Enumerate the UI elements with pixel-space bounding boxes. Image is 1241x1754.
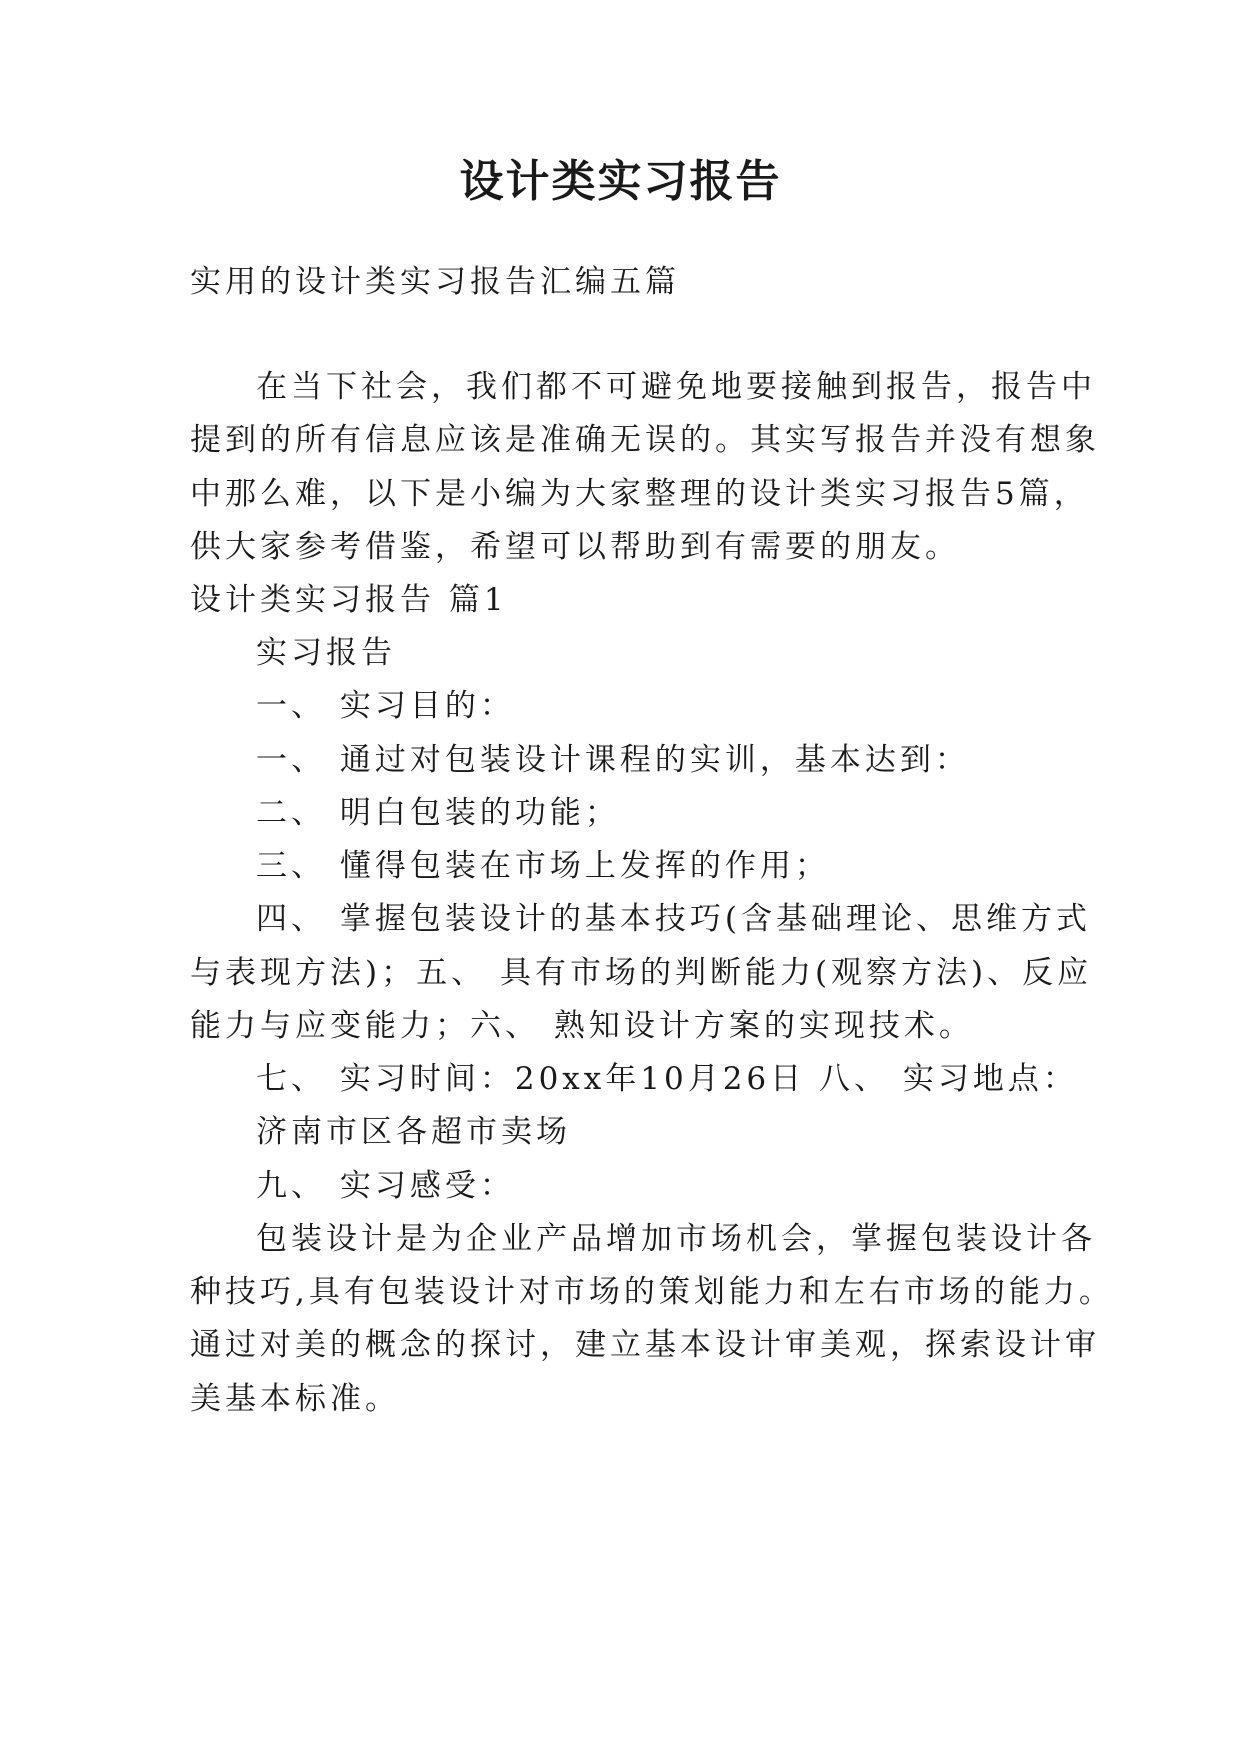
paragraph-line: 通过对美的概念的探讨，建立基本设计审美观，探索设计审 [190, 1327, 1100, 1363]
paragraph-line: 供大家参考借鉴，希望可以帮助到有需要的朋友。 [190, 529, 960, 565]
paragraph-line: 中那么难，以下是小编为大家整理的设计类实习报告5篇， [190, 476, 1089, 512]
paragraph-line: 四、 掌握包装设计的基本技巧(含基础理论、思维方式 [256, 901, 1091, 937]
paragraph-line: 一、 实习目的： [256, 688, 515, 724]
paragraph-line: 与表现方法)；五、 具有市场的判断能力(观察方法)、反应 [190, 955, 1093, 991]
paragraph-line: 三、 懂得包装在市场上发挥的作用； [256, 848, 830, 884]
paragraph-line: 九、 实习感受： [256, 1168, 515, 1204]
paragraph-line: 种技巧,具有包装设计对市场的策划能力和左右市场的能力。 [190, 1274, 1114, 1310]
paragraph-line: 七、 实习时间：20xx年10月26日 八、 实习地点： [256, 1061, 1078, 1097]
paragraph-line: 实习报告 [256, 635, 396, 671]
document-title: 设计类实习报告 [459, 156, 782, 207]
paragraph-line: 能力与应变能力；六、 熟知设计方案的实现技术。 [190, 1008, 974, 1044]
paragraph-line: 美基本标准。 [190, 1381, 400, 1417]
paragraph-line: 在当下社会，我们都不可避免地要接触到报告，报告中 [256, 369, 1096, 405]
paragraph-line: 一、 通过对包装设计课程的实训，基本达到： [256, 742, 970, 778]
paragraph-line: 二、 明白包装的功能； [256, 795, 620, 831]
paragraph-line: 提到的所有信息应该是准确无误的。其实写报告并没有想象 [190, 422, 1100, 458]
section-heading: 设计类实习报告 篇1 [190, 582, 508, 618]
paragraph-line: 济南市区各超市卖场 [256, 1114, 571, 1150]
document-subtitle: 实用的设计类实习报告汇编五篇 [190, 264, 680, 300]
paragraph-line: 包装设计是为企业产品增加市场机会，掌握包装设计各 [256, 1221, 1096, 1257]
